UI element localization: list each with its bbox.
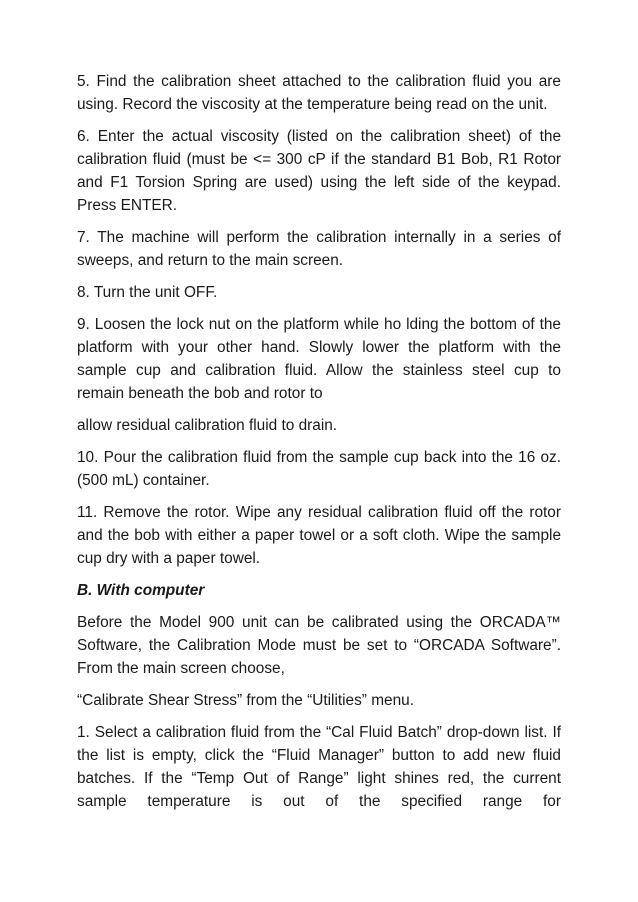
step-7-paragraph: 7. The machine will perform the calibration internally in a series of sweeps, and return to the main screen. [77,229,561,269]
step-8-paragraph: 8. Turn the unit OFF. [77,284,218,301]
step-10-paragraph: 10. Pour the calibration fluid from the sample cup back into the 16 oz. (500 mL) container. [77,449,561,489]
section-heading: B. With computer [77,582,205,599]
step-9-paragraph: 9. Loosen the lock nut on the platform while ho lding the bottom of the platform with your other hand. Slowly lower the platform with the sample cup and calibration fluid. Allow the stainless steel cup to remain beneath the bob and rotor to [77,316,561,402]
intro-paragraph: Before the Model 900 unit can be calibrated using the ORCADA™ Software, the Calibration Mode must be set to “ORCADA Software”. From the main screen choose, [77,614,561,677]
step-5-paragraph: 5. Find the calibration sheet attached to the calibration fluid you are using. Record the viscosity at the temperature being read on the unit. [77,73,561,113]
intro-continuation: “Calibrate Shear Stress” from the “Utilities” menu. [77,692,414,709]
step-9-continuation: allow residual calibration fluid to drain. [77,417,338,434]
computer-step-1-paragraph: 1. Select a calibration fluid from the “Cal Fluid Batch” drop-down list. If the list is empty, click the “Fluid Manager” button to add new fluid batches. If the “Temp Out of Range” light shines red, the current sample temperature is out of the specified range for [77,724,561,810]
step-6-paragraph: 6. Enter the actual viscosity (listed on the calibration sheet) of the calibration fluid (must be <= 300 cP if the standard B1 Bob, R1 Rotor and F1 Torsion Spring are used) using the left side of the keypad. Press ENTER. [77,128,561,214]
document-page [77,70,561,822]
step-11-paragraph: 11. Remove the rotor. Wipe any residual calibration fluid off the rotor and the bob with either a paper towel or a soft cloth. Wipe the sample cup dry with a paper towel. [77,504,561,567]
